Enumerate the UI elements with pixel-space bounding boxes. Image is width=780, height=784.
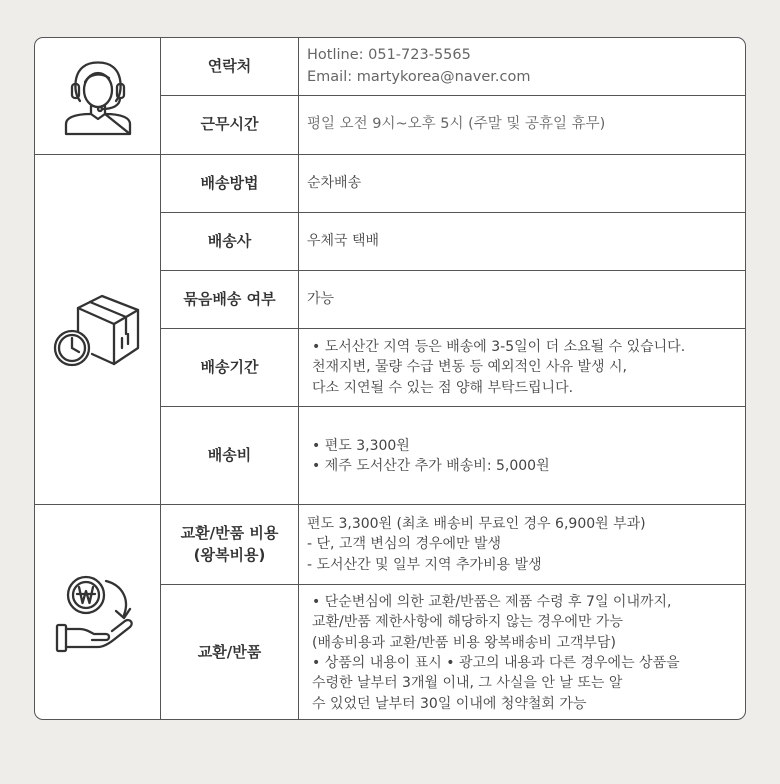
contact-row — [161, 38, 746, 96]
return-cost-label-line: (왕복비용) — [193, 545, 266, 564]
shipping-method-text: 순차배송 — [307, 175, 362, 192]
carrier-row — [161, 213, 746, 271]
hours-label: 근무시간 — [161, 96, 299, 154]
period-line: • 도서산간 지역 등은 배송에 3-5일이 더 소요될 수 있습니다. — [312, 339, 686, 356]
return-cost-row — [161, 505, 746, 585]
period-row — [161, 329, 746, 407]
return-cost-line: - 단, 고객 변심의 경우에만 발생 — [307, 536, 502, 553]
hours-row — [161, 96, 746, 154]
carrier-text: 우체국 택배 — [307, 233, 380, 250]
shipping-icon-cell — [35, 155, 161, 504]
fee-label: 배송비 — [161, 407, 299, 505]
returns-value — [299, 585, 746, 720]
returns-line: (배송비용과 교환/반품 비용 왕복배송비 고객부담) — [312, 634, 616, 651]
returns-line: • 상품의 내용이 표시 • 광고의 내용과 다른 경우에는 상품을 — [312, 655, 680, 671]
return-cost-label — [161, 505, 299, 584]
contact-group — [35, 38, 746, 155]
returns-line: 수령한 날부터 3개월 이내, 그 사실을 안 날 또는 알 — [312, 675, 623, 692]
returns-line: • 단순변심에 의한 교환/반품은 제품 수령 후 7일 이내까지, — [312, 594, 672, 611]
return-cost-value — [299, 505, 746, 584]
shipping-group — [35, 155, 746, 505]
fee-row — [161, 407, 746, 505]
headset-agent-icon — [61, 56, 135, 136]
bundle-value — [299, 271, 746, 328]
return-cost-line: 편도 3,300원 (최초 배송비 무료인 경우 6,900원 부과) — [307, 516, 646, 533]
bundle-label: 묶음배송 여부 — [161, 271, 299, 328]
shipping-method-value — [299, 155, 746, 212]
return-cost-line: - 도서산간 및 일부 지역 추가비용 발생 — [307, 556, 542, 573]
carrier-label: 배송사 — [161, 213, 299, 270]
email-text: Email: martykorea@naver.com — [307, 68, 531, 85]
bundle-text: 가능 — [307, 291, 335, 308]
returns-group — [35, 505, 746, 720]
bundle-row — [161, 271, 746, 329]
hotline-text: Hotline: 051-723-5565 — [307, 47, 471, 64]
shipping-method-row — [161, 155, 746, 213]
return-cost-label-line: 교환/반품 비용 — [180, 523, 279, 542]
period-label: 배송기간 — [161, 329, 299, 406]
returns-icon-cell — [35, 505, 161, 720]
won-coin-hand-icon — [54, 571, 142, 655]
contact-label: 연락처 — [161, 38, 299, 95]
box-clock-icon — [52, 288, 144, 372]
shipping-method-label: 배송방법 — [161, 155, 299, 212]
carrier-value — [299, 213, 746, 270]
hours-value — [299, 96, 746, 154]
returns-line: 교환/반품 제한사항에 해당하지 않는 경우에만 가능 — [312, 614, 623, 631]
returns-row — [161, 585, 746, 720]
returns-label: 교환/반품 — [161, 585, 299, 720]
period-value — [299, 329, 746, 406]
info-table — [34, 37, 746, 720]
period-line: 다소 지연될 수 있는 점 양해 부탁드립니다. — [312, 379, 574, 396]
contact-value — [299, 38, 746, 95]
contact-icon-cell — [35, 38, 161, 154]
fee-value — [299, 407, 746, 505]
period-line: 천재지변, 물량 수급 변동 등 예외적인 사유 발생 시, — [312, 359, 627, 376]
fee-line: • 편도 3,300원 — [312, 437, 410, 454]
fee-line: • 제주 도서산간 추가 배송비: 5,000원 — [312, 458, 550, 474]
returns-line: 수 있었던 날부터 30일 이내에 청약철회 가능 — [312, 695, 587, 712]
hours-text: 평일 오전 9시~오후 5시 (주말 및 공휴일 휴무) — [307, 116, 606, 133]
